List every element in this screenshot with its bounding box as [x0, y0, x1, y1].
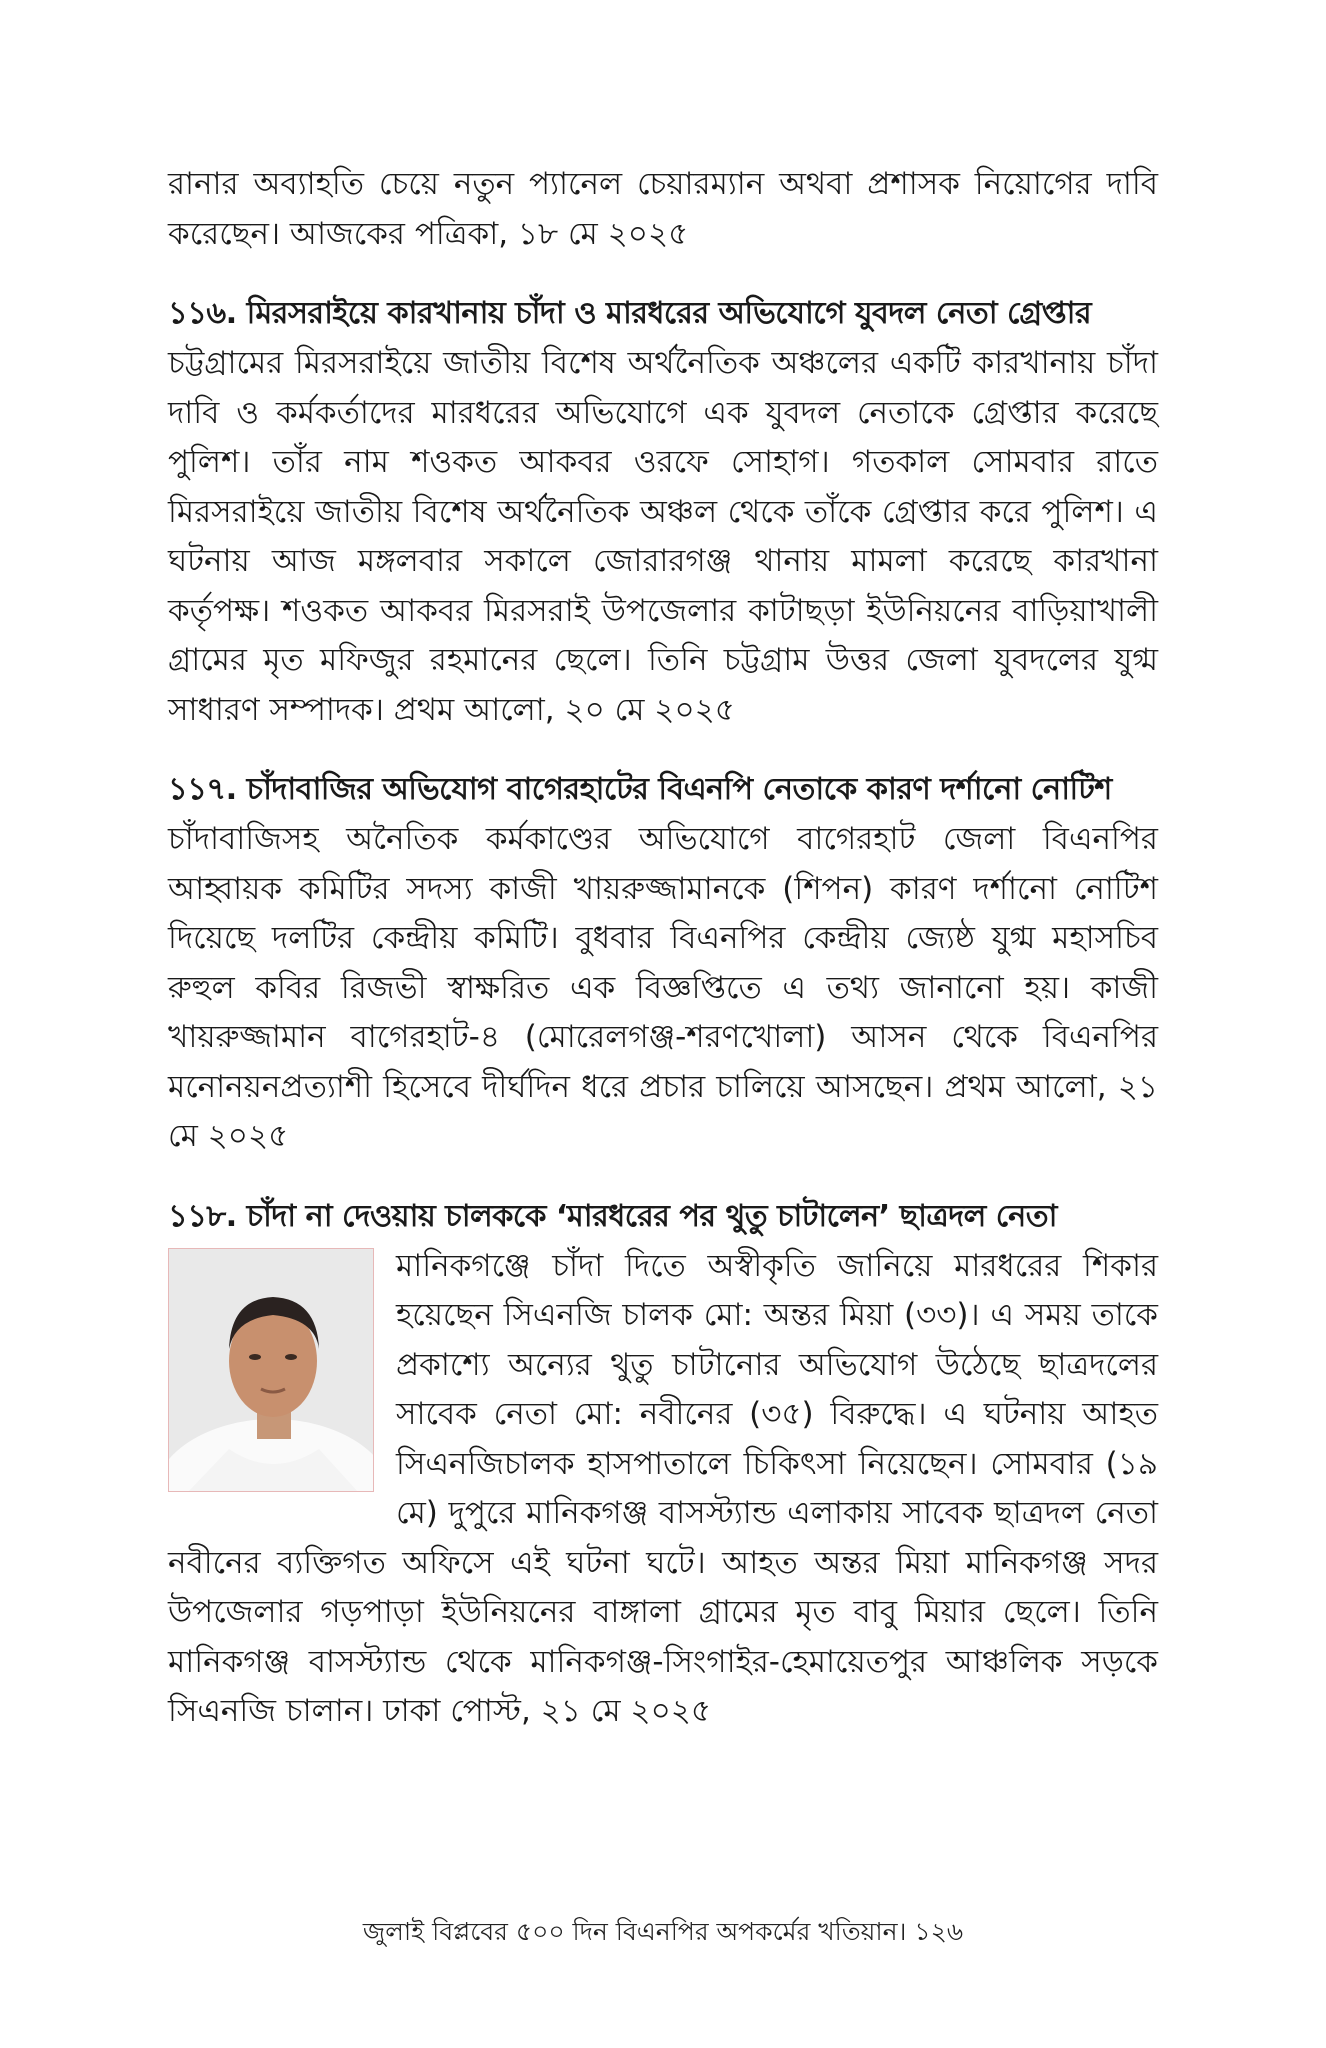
news-item-body: মানিকগঞ্জে চাঁদা দিতে অস্বীকৃতি জানিয়ে মারধরের শিকার হয়েছেন সিএনজি চালক মো: অন্তর মিয়া (৩৩)। এ সময় তাকে প্রকাশ্যে অন্যের থুতু চাটানোর অভিযোগ উঠেছে ছাত্রদলের সাবেক নেতা মো: নবীনের (৩৫) বিরুদ্ধে। এ ঘটনায় আহত সিএনজিচালক হাসপাতালে চিকিৎসা নিয়েছেন। সোমবার (১৯ মে) দুপুরে মানিকগঞ্জ বাসস্ট্যান্ড এলাকায় সাবেক ছাত্রদল নেতা নবীনের ব্যক্তিগত অফিসে এই ঘটনা ঘটে। আহত অন্তর মিয়া মানিকগঞ্জ সদর উপজেলার গড়পাড়া ইউনিয়নের বাঙ্গালা গ্রামের মৃত বাবু মিয়ার ছেলে। তিনি মানিকগঞ্জ বাসস্ট্যান্ড থেকে মানিকগঞ্জ-সিংগাইর-হেমায়েতপুর আঞ্চলিক সড়কে সিএনজি চালান। ঢাকা পোস্ট, ২১ মে ২০২৫	[168, 1247, 1158, 1729]
news-item-heading: ১১৬. মিরসরাইয়ে কারখানায় চাঁদা ও মারধরের অভিযোগে যুবদল নেতা গ্রেপ্তার	[168, 296, 1092, 331]
page-content	[168, 160, 1158, 1737]
news-item-body: চাঁদাবাজিসহ অনৈতিক কর্মকাণ্ডের অভিযোগে বাগেরহাট জেলা বিএনপির আহ্বায়ক কমিটির সদস্য কাজী খায়রুজ্জামানকে (শিপন) কারণ দর্শানো নোটিশ দিয়েছে দলটির কেন্দ্রীয় কমিটি। বুধবার বিএনপির কেন্দ্রীয় জ্যেষ্ঠ যুগ্ম মহাসচিব রুহুল কবির রিজভী স্বাক্ষরিত এক বিজ্ঞপ্তিতে এ তথ্য জানানো হয়। কাজী খায়রুজ্জামান বাগেরহাট-৪ (মোরেলগঞ্জ-শরণখোলা) আসন থেকে বিএনপির মনোনয়নপ্রত্যাশী হিসেবে দীর্ঘদিন ধরে প্রচার চালিয়ে আসছেন। প্রথম আলো, ২১ মে ২০২৫	[168, 821, 1158, 1154]
person-photo	[168, 1248, 374, 1492]
news-item-body: চট্টগ্রামের মিরসরাইয়ে জাতীয় বিশেষ অর্থনৈতিক অঞ্চলের একটি কারখানায় চাঁদা দাবি ও কর্মকর্তাদের মারধরের অভিযোগে এক যুবদল নেতাকে গ্রেপ্তার করেছে পুলিশ। তাঁর নাম শওকত আকবর ওরফে সোহাগ। গতকাল সোমবার রাতে মিরসরাইয়ে জাতীয় বিশেষ অর্থনৈতিক অঞ্চল থেকে তাঁকে গ্রেপ্তার করে পুলিশ। এ ঘটনায় আজ মঙ্গলবার সকালে জোরারগঞ্জ থানায় মামলা করেছে কারখানা কর্তৃপক্ষ। শওকত আকবর মিরসরাই উপজেলার কাটাছড়া ইউনিয়নের বাড়িয়াখালী গ্রামের মৃত মফিজুর রহমানের ছেলে। তিনি চট্টগ্রাম উত্তর জেলা যুবদলের যুগ্ম সাধারণ সম্পাদক। প্রথম আলো, ২০ মে ২০২৫	[168, 345, 1158, 728]
intro-paragraph: রানার অব্যাহতি চেয়ে নতুন প্যানেল চেয়ারম্যান অথবা প্রশাসক নিয়োগের দাবি করেছেন। আজকের পত্রিকা, ১৮ মে ২০২৫	[168, 166, 1158, 252]
news-item-117	[168, 765, 1158, 1162]
news-item-heading: ১১৭. চাঁদাবাজির অভিযোগ বাগেরহাটের বিএনপি নেতাকে কারণ দর্শানো নোটিশ	[168, 772, 1112, 807]
news-item-heading: ১১৮. চাঁদা না দেওয়ায় চালককে ‘মারধরের পর থুতু চাটালেন’ ছাত্রদল নেতা	[168, 1198, 1057, 1234]
news-item-118	[168, 1192, 1158, 1737]
portrait-image	[169, 1249, 374, 1492]
news-item-116	[168, 289, 1158, 735]
page-footer: জুলাই বিপ্লবের ৫০০ দিন বিএনপির অপকর্মের খতিয়ান। ১২৬	[362, 1917, 964, 1946]
